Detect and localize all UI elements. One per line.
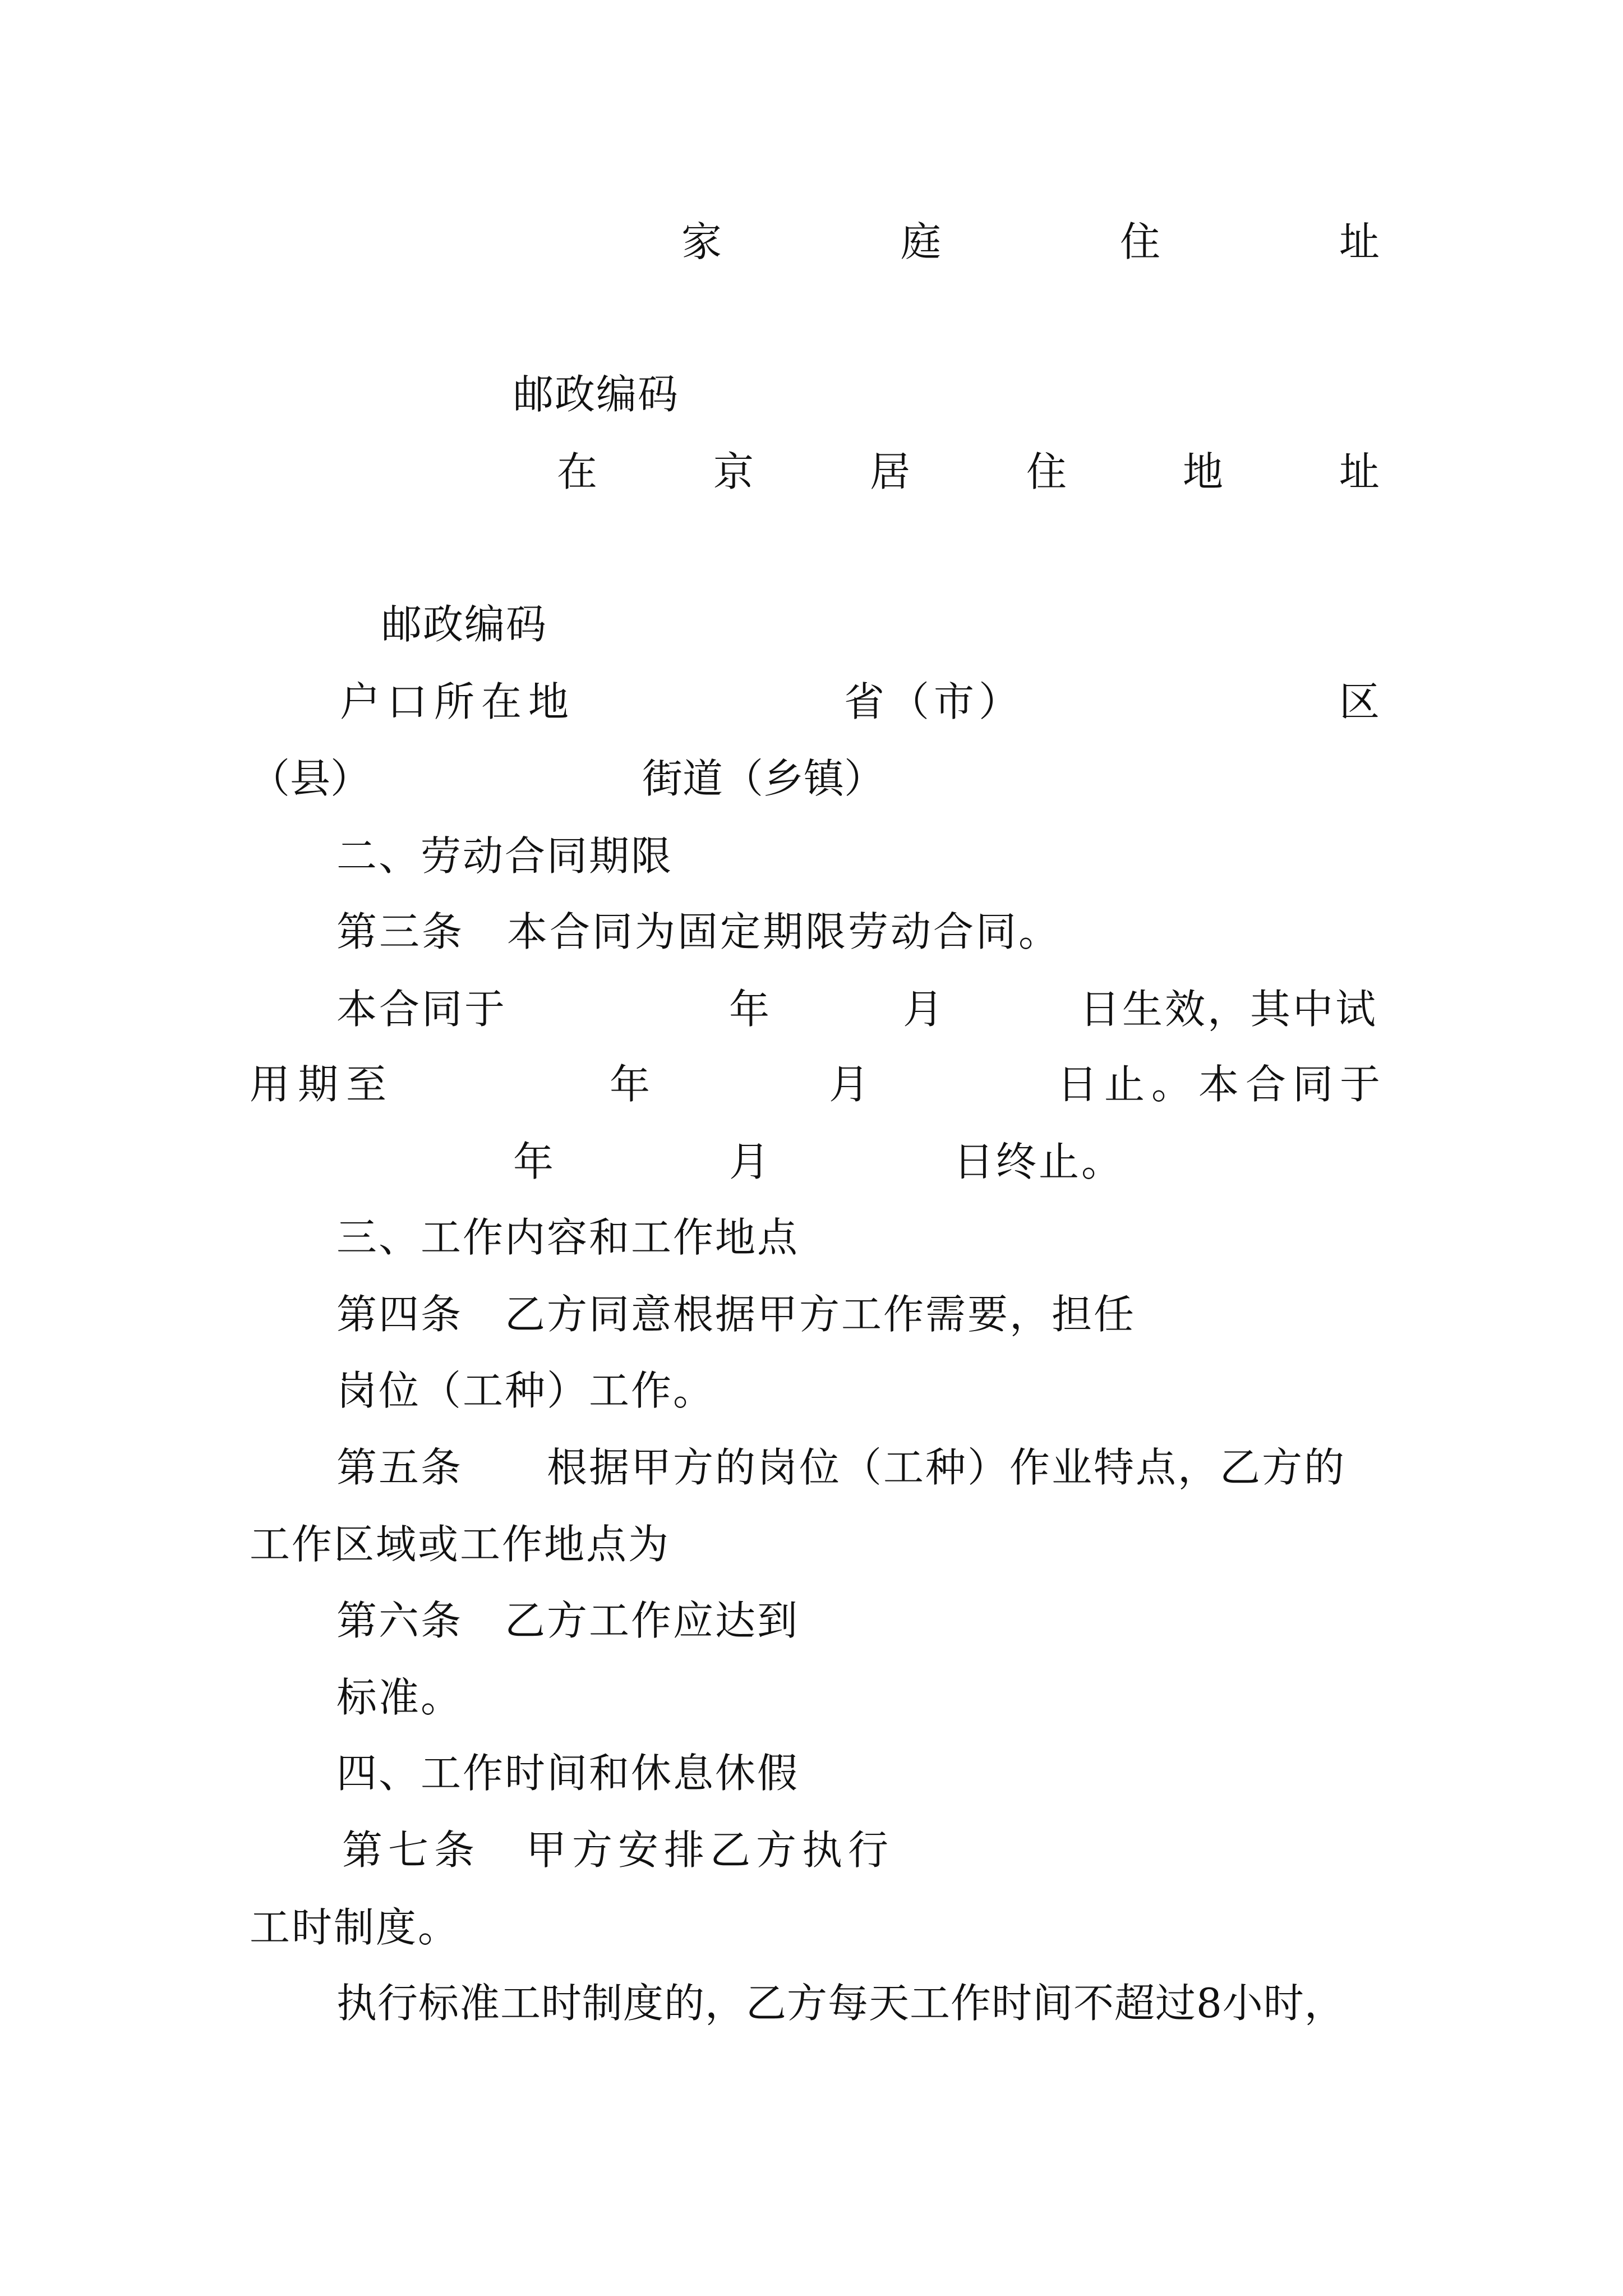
postal-code-label: 邮政编码 (513, 371, 680, 418)
effective-month: 月 (903, 986, 944, 1033)
standard-hours-line: 执行标准工时制度的，乙方每天工作时间不超过8小时， (336, 1980, 1345, 2027)
article-7-line-2: 工时制度。 (250, 1904, 460, 1951)
hukou-label: 户口所在地 (340, 678, 576, 725)
beijing-address-char: 居 (869, 448, 910, 495)
postal-code-label: 邮政编码 (381, 601, 548, 648)
effective-lead: 本合同于 (336, 986, 508, 1033)
home-address-char: 址 (1339, 218, 1380, 265)
hukou-street: 街道（乡镇） (642, 755, 885, 802)
beijing-address-char: 地 (1182, 448, 1223, 495)
article-3: 第三条 本合同为固定期限劳动合同。 (336, 908, 1062, 955)
article-5-line-1: 第五条 根据甲方的岗位（工种）作业特点，乙方的 (336, 1444, 1347, 1491)
termination-year: 年 (513, 1138, 554, 1185)
beijing-address-char: 在 (557, 448, 598, 495)
hukou-district: 区 (1339, 678, 1380, 725)
home-address-char: 家 (681, 218, 722, 265)
effective-line-1 (0, 986, 1623, 1034)
beijing-address-char: 住 (1026, 448, 1067, 495)
section-heading: 四、工作时间和休息休假 (336, 1750, 800, 1797)
article-4-line-1: 第四条 乙方同意根据甲方工作需要，担任 (336, 1291, 1136, 1338)
article-4-line-2: 岗位（工种）工作。 (336, 1367, 716, 1414)
hukou-line-2 (0, 755, 1623, 803)
hukou-line (0, 678, 1623, 726)
probation-lead: 用期至 (250, 1061, 395, 1108)
probation-month: 月 (829, 1061, 870, 1108)
hukou-county: （县） (250, 755, 371, 802)
beijing-address-char: 址 (1339, 448, 1380, 495)
home-address-label (681, 218, 1380, 265)
probation-tail: 日止。本合同于 (1057, 1061, 1387, 1108)
probation-year: 年 (610, 1061, 651, 1108)
effective-tail: 日生效，其中试 (1080, 986, 1378, 1033)
article-6-line-2: 标准。 (336, 1674, 463, 1721)
termination-month: 月 (729, 1138, 770, 1185)
section-heading: 三、工作内容和工作地点 (336, 1214, 800, 1261)
effective-line-3 (0, 1138, 1623, 1186)
effective-year: 年 (729, 986, 770, 1033)
effective-line-2 (0, 1061, 1623, 1109)
article-7-line-1: 第七条 甲方安排乙方执行 (342, 1826, 895, 1874)
beijing-address-char: 京 (713, 448, 754, 495)
hukou-province: 省（市） (844, 678, 1024, 725)
section-heading: 二、劳动合同期限 (336, 832, 674, 880)
article-6-line-1: 第六条 乙方工作应达到 (336, 1597, 800, 1644)
termination-tail: 日终止。 (953, 1138, 1124, 1185)
article-5-line-2: 工作区域或工作地点为 (250, 1521, 671, 1568)
home-address-char: 庭 (900, 218, 941, 265)
home-address-char: 住 (1119, 218, 1160, 265)
beijing-address-label (557, 448, 1380, 495)
